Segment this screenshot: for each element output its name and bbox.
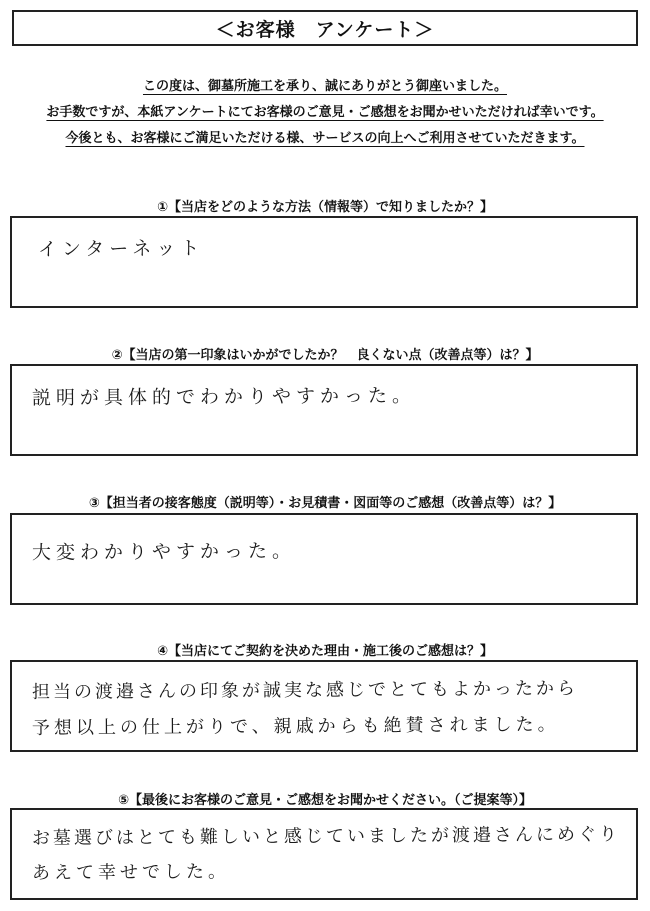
question-4-answer-line-1: 担当の渡邉さんの印象が誠実な感じでとてもよかったから (31, 678, 579, 703)
question-1-label: ①【当店をどのような方法（情報等）で知りましたか？】 (156, 200, 493, 215)
question-5-answer-box[interactable] (10, 808, 638, 900)
survey-title-box (12, 10, 638, 46)
question-5-label: ⑤【最後にお客様のご意見・ご感想をお聞かせください。（ご提案等）】 (117, 793, 532, 808)
question-5-answer-line-1: お墓選びはとても難しいと感じていましたが渡邉さんにめぐり (31, 823, 621, 850)
question-3-label: ③【担当者の接客態度（説明等）・お見積書・図面等のご感想（改善点等）は？】 (88, 496, 562, 511)
intro-line: 今後とも、お客様にご満足いただける様、サービスの向上へご利用させていただきます。 (65, 131, 585, 146)
question-1-answer-box[interactable] (10, 216, 638, 308)
question-2-answer: 説明が具体的でわかりやすかった。 (31, 384, 417, 410)
question-2-answer-box[interactable] (10, 364, 638, 456)
intro-line: この度は、御墓所施工を承り、誠にありがとう御座いました。 (142, 79, 507, 94)
question-5-answer-line-2: あえて幸せでした。 (31, 861, 231, 884)
survey-title: ＜お客様 アンケート＞ (215, 18, 435, 41)
question-4-label: ④【当店にてご契約を決めた理由・施工後のご感想は？】 (156, 644, 493, 659)
intro-line: お手数ですが、本紙アンケートにてお客様のご意見・ご感想をお聞かせいただければ幸いです。 (46, 105, 604, 120)
question-3-answer: 大変わかりやすかった。 (31, 540, 297, 564)
question-4-answer-box[interactable] (10, 660, 638, 752)
question-3-answer-box[interactable] (10, 513, 638, 605)
question-1-answer: インターネット (37, 237, 205, 261)
question-4-answer-line-2: 予想以上の仕上がりで、親戚からも絶賛されました。 (31, 714, 560, 739)
question-2-label: ②【当店の第一印象はいかがでしたか？ 良くない点（改善点等）は？】 (111, 348, 539, 363)
intro-text (0, 74, 650, 152)
